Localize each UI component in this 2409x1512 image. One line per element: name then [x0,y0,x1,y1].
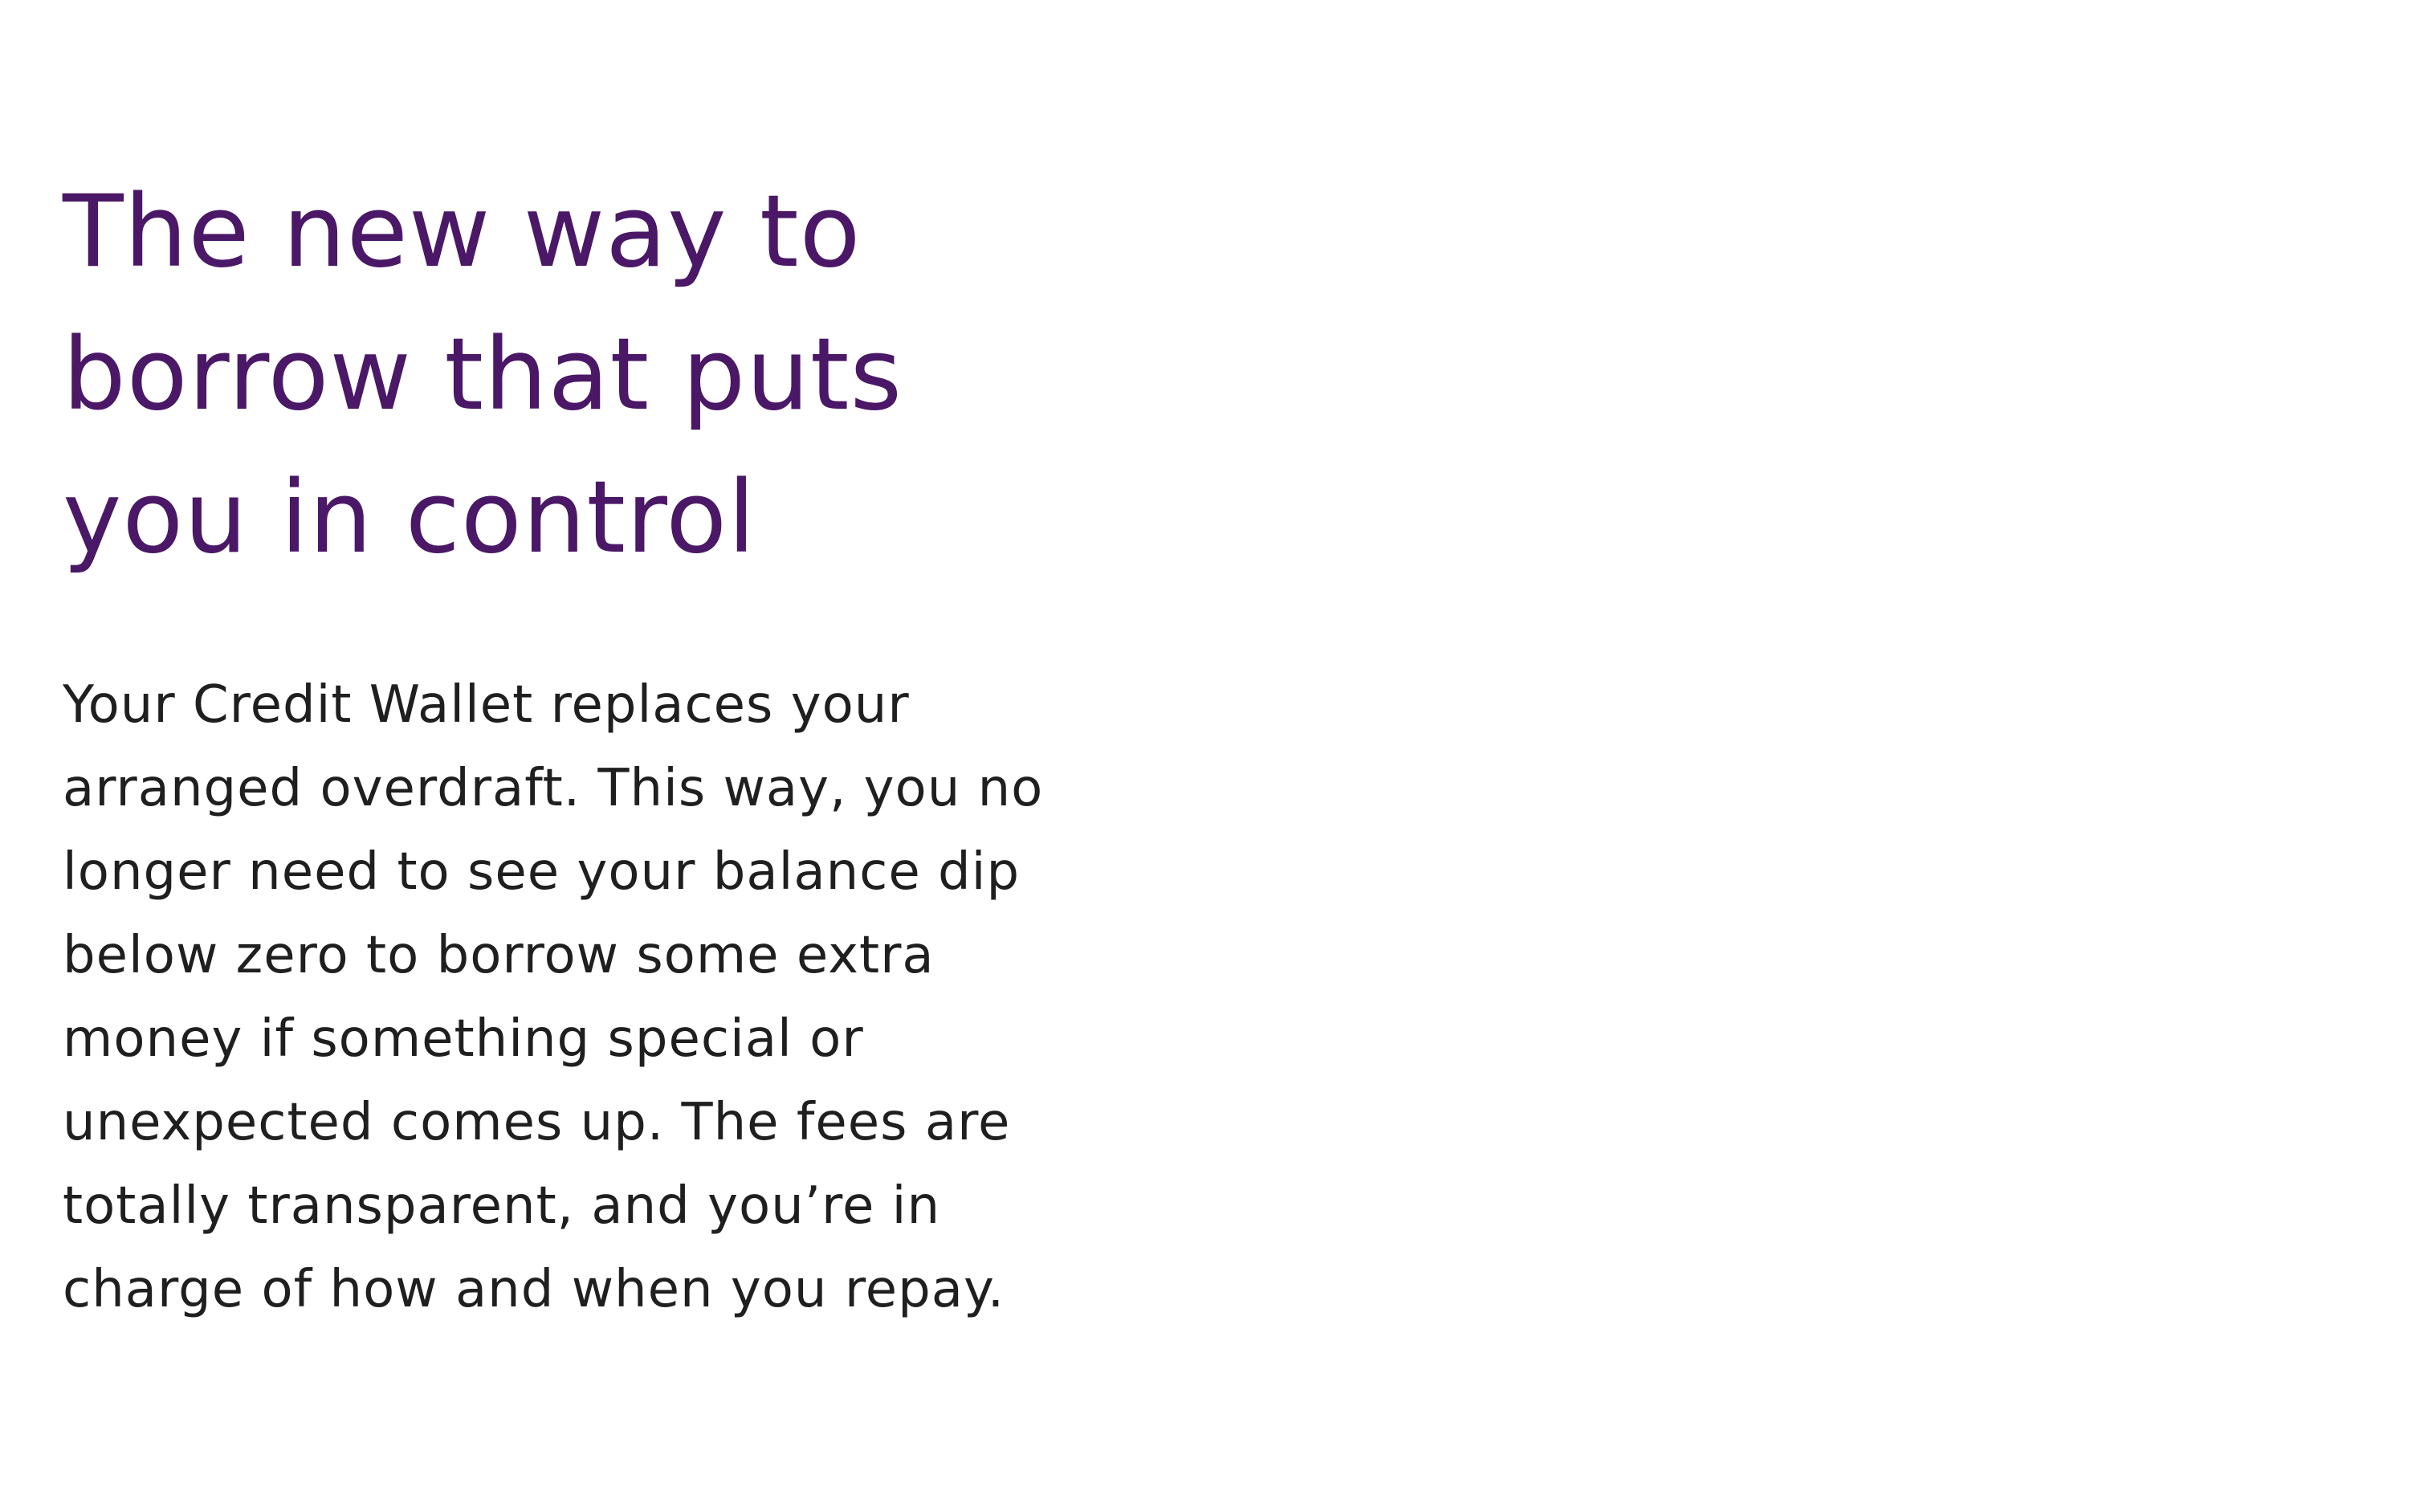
hero-headline [63,161,1187,589]
hero-headline-line: borrow that puts [63,317,903,433]
hero-description [63,663,1187,1331]
hero-description-line: longer need to see your balance dip [63,842,1021,902]
hero-description-line: below zero to borrow some extra [63,926,935,985]
hero-description-line: arranged overdraft. This way, you no [63,759,1044,818]
hero-description-line: money if something special or [63,1009,864,1069]
hero-description-line: charge of how and when you repay. [63,1260,1005,1319]
hero-description-line: unexpected comes up. The fees are [63,1093,1011,1152]
hero-headline-line: The new way to [63,174,862,290]
hero-description-line: totally transparent, and you’re in [63,1176,940,1236]
hero-section [63,161,1187,1331]
hero-description-line: Your Credit Wallet replaces your [63,675,910,735]
hero-headline-line: you in control [63,460,756,576]
